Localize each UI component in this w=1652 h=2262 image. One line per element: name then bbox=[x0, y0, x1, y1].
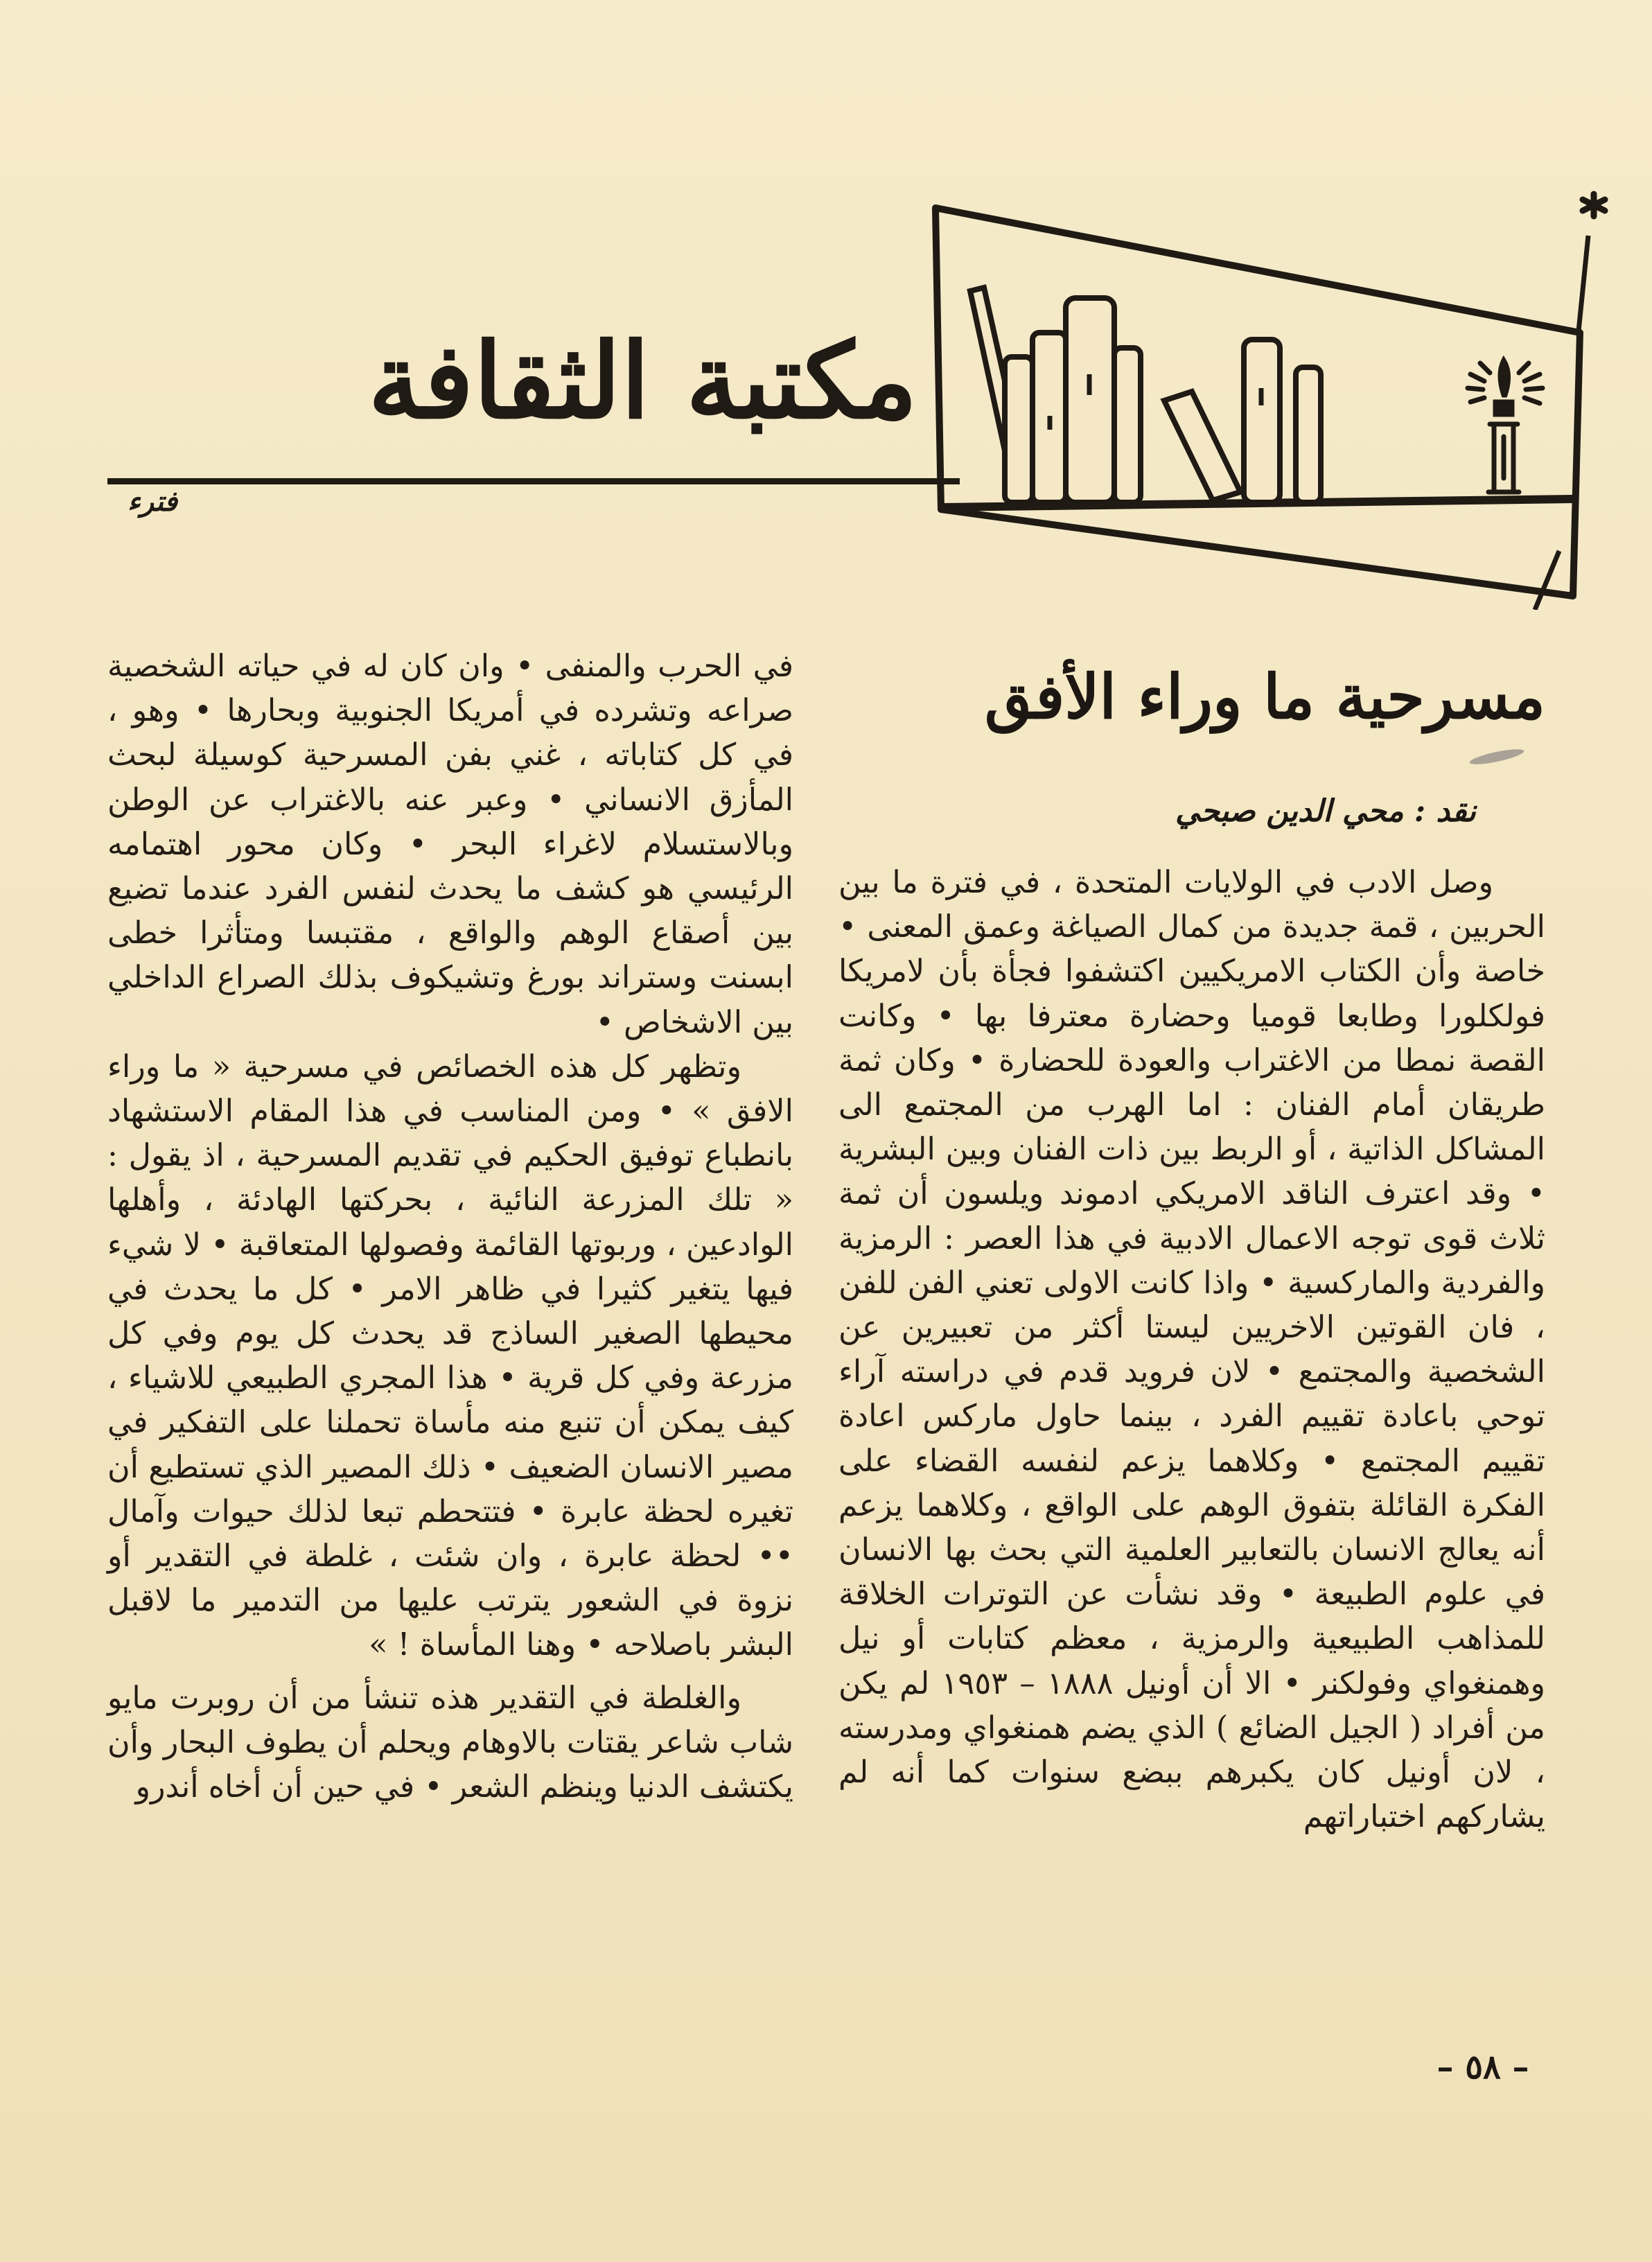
paragraph: وتظهر كل هذه الخصائص في مسرحية « ما وراء الافق » • ومن المناسب في هذا المقام الاستشهاد بانطباع توفيق الحكيم في تقديم المسرحية ، اذ يقول : « تلك المزرعة النائية ، بحركتها الهادئة ، وأهلها الوادعين ، وربوتها القائمة وفصولها المتعاقبة • لا شيء فيها يتغير كثيرا في ظاهر الامر • كل ما يحدث في محيطها الصغير الساذج قد يحدث كل يوم وفي كل مزرعة وفي كل قرية • هذا المجري الطبيعي للاشياء ، كيف يمكن أن تنبع منه مأساة تحملنا على التفكير في مصير الانسان الضعيف • ذلك المصير الذي تستطيع أن تغيره لحظة عابرة • فتتحطم تبعا لذلك حيوات وآمال •• لحظة عابرة ، وان شئت ، غلطة في التقدير أو نزوة في الشعور يترتب عليها من التدمير ما لاقبل البشر باصلاحه • وهنا المأساة ! » bbox=[107, 1049, 793, 1663]
paragraph: والغلطة في التقدير هذه تنشأ من أن روبرت مايو شاب شاعر يقتات بالاوهام ويحلم أن يطوف البحار وأن يكتشف الدنيا وينظم الشعر • في حين أن أخاه أندرو bbox=[107, 1680, 793, 1805]
article-column-right bbox=[838, 861, 1545, 1839]
editor-signature: فترء bbox=[127, 485, 178, 518]
section-title: مكتبة الثقافة bbox=[368, 320, 917, 442]
article-title: مسرحية ما وراء الأفق bbox=[984, 660, 1545, 733]
section-divider bbox=[107, 478, 960, 484]
lamp-icon bbox=[1468, 360, 1543, 492]
bookshelf-illustration bbox=[908, 166, 1615, 610]
ink-smudge bbox=[1468, 746, 1524, 767]
paragraph: وصل الادب في الولايات المتحدة ، في فترة ما بين الحربين ، قمة جديدة من كمال الصياغة وعمق المعنى • خاصة وأن الكتاب الامريكيين اكتشفوا فجأة بأن لامريكا فولكلورا وطابعا قوميا وحضارة معترفا بها • وكانت القصة نمطا من الاغتراب والعودة للحضارة • وكان ثمة طريقان أمام الفنان : اما الهرب من المجتمع الى المشاكل الذاتية ، أو الربط بين ذات الفنان وبين البشرية • وقد اعترف الناقد الامريكي ادموند ويلسون أن ثمة ثلاث قوى توجه الاعمال الادبية في هذا العصر : الرمزية والفردية والماركسية • واذا كانت الاولى تعني الفن للفن ، فان القوتين الاخريين ليستا أكثر من تعبيرين عن الشخصية والمجتمع • لان فرويد قدم في دراسته آراء توحي باعادة تقييم الفرد ، بينما حاول ماركس اعادة تقييم المجتمع • وكلاهما يزعم لنفسه القضاء على الفكرة القائلة بتفوق الوهم على الواقع ، وكلاهما يزعم أنه يعالج الانسان بالتعابير العلمية التي بحث بها الانسان في علوم الطبيعة • وقد نشأت عن التوترات الخلاقة للمذاهب الطبيعية والرمزية ، معظم كتابات أو نيل وهمنغواي وفولكنر • الا أن أونيل ١٨٨٨ – ١٩٥٣ لم يكن من أفراد ( الجيل الضائع ) الذي يضم همنغواي ومدرسته ، لان أونيل كان يكبرهم ببضع سنوات كما أنه لم يشاركهم اختباراتهم bbox=[838, 865, 1545, 1835]
page-number: – ٥٨ – bbox=[1436, 2048, 1529, 2087]
article-column-left bbox=[107, 645, 793, 1809]
article-byline: نقد : محي الدين صبحي bbox=[1175, 794, 1476, 829]
paragraph: في الحرب والمنفى • وان كان له في حياته الشخصية صراعه وتشرده في أمريكا الجنوبية وبحارها • وهو ، في كل كتاباته ، غني بفن المسرحية كوسيلة لبحث المأزق الانساني • وعبر عنه بالاغتراب عن الوطن وبالاستسلام لاغراء البحر • وكان محور اهتمامه الرئيسي هو كشف ما يحدث لنفس الفرد عندما تضيع بين أصقاع الوهم والواقع ، مقتبسا ومتأثرا خطى ابسنت وستراند بورغ وتشيكوف بذلك الصراع الداخلي بين الاشخاص • bbox=[107, 649, 793, 1040]
asterisk-icon bbox=[1583, 194, 1605, 216]
books-icon bbox=[970, 288, 1321, 502]
